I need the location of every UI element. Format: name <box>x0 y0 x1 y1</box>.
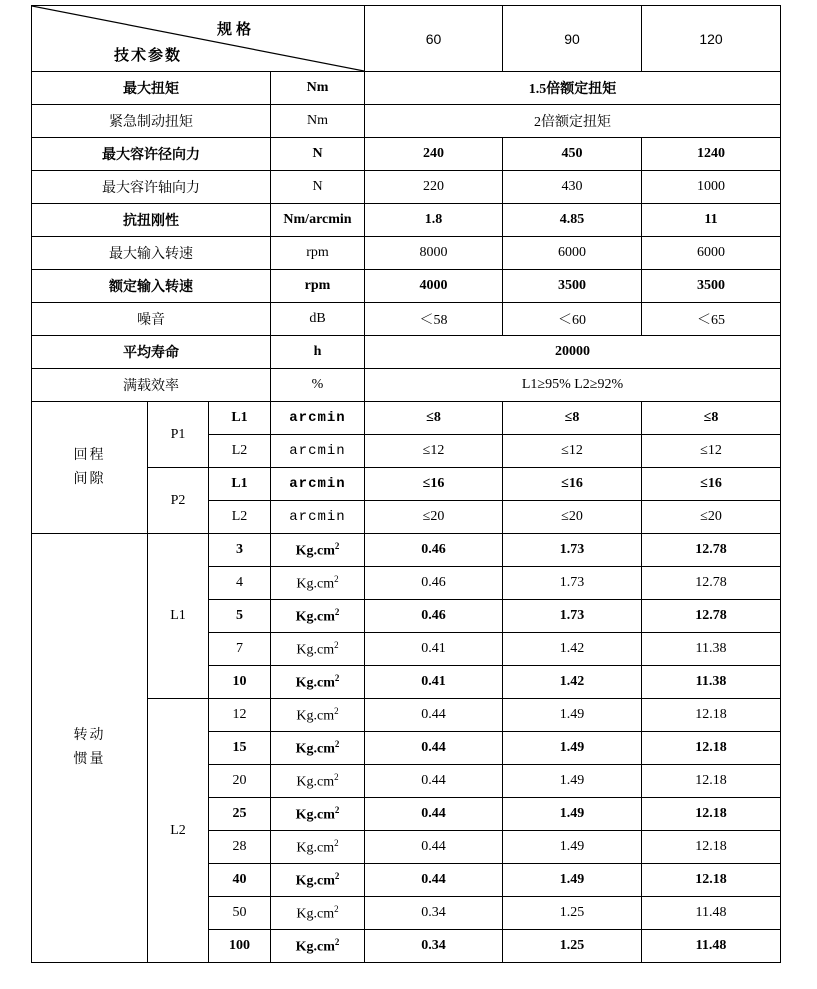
inertia-unit <box>271 534 365 567</box>
inertia-value: 12.78 <box>642 600 781 633</box>
param-name: 平均寿命 <box>32 336 271 369</box>
inertia-unit <box>271 930 365 963</box>
param-value: 1240 <box>642 138 781 171</box>
inertia-unit-base: Kg.cm <box>296 906 335 922</box>
inertia-unit <box>271 699 365 732</box>
param-value: 430 <box>503 171 642 204</box>
inertia-unit-base: Kg.cm <box>295 609 335 625</box>
param-value: ＜60 <box>503 303 642 336</box>
inertia-unit-sup: 2 <box>334 705 339 716</box>
backlash-value: ≤8 <box>503 402 642 435</box>
inertia-value: 1.49 <box>503 798 642 831</box>
table-row <box>32 270 781 303</box>
inertia-unit-sup: 2 <box>334 573 339 584</box>
inertia-unit-sup: 2 <box>334 771 339 782</box>
param-unit: Nm <box>271 105 365 138</box>
inertia-value: 0.44 <box>365 831 503 864</box>
param-value: 240 <box>365 138 503 171</box>
table-row <box>32 105 781 138</box>
inertia-unit-base: Kg.cm <box>295 675 335 691</box>
inertia-value: 1.73 <box>503 534 642 567</box>
inertia-value: 12.18 <box>642 699 781 732</box>
backlash-value: ≤8 <box>365 402 503 435</box>
param-unit: Nm <box>271 72 365 105</box>
inertia-unit <box>271 897 365 930</box>
backlash-value: ≤12 <box>642 435 781 468</box>
param-unit: dB <box>271 303 365 336</box>
param-name: 额定输入转速 <box>32 270 271 303</box>
inertia-value: 0.46 <box>365 600 503 633</box>
inertia-label-line2: 惯量 <box>73 752 106 767</box>
param-value: ＜65 <box>642 303 781 336</box>
inertia-unit <box>271 633 365 666</box>
backlash-label-line1: 回程 <box>73 447 106 463</box>
backlash-value: ≤20 <box>365 501 503 534</box>
param-unit: rpm <box>271 237 365 270</box>
inertia-value: 1.73 <box>503 567 642 600</box>
inertia-unit <box>271 666 365 699</box>
inertia-value: 0.44 <box>365 864 503 897</box>
table-row <box>32 237 781 270</box>
param-unit: N <box>271 171 365 204</box>
inertia-unit-base: Kg.cm <box>296 642 335 658</box>
inertia-ratio: 12 <box>209 699 271 732</box>
backlash-stage: L1 <box>209 468 271 501</box>
inertia-ratio: 40 <box>209 864 271 897</box>
inertia-unit-base: Kg.cm <box>295 939 335 955</box>
param-unit: % <box>271 369 365 402</box>
inertia-label <box>32 534 148 963</box>
backlash-value: ≤20 <box>503 501 642 534</box>
size-header-120: 120 <box>642 6 781 72</box>
inertia-value: 12.18 <box>642 765 781 798</box>
backlash-group-name: P1 <box>148 402 209 468</box>
param-value-merged: 1.5倍额定扭矩 <box>365 72 781 105</box>
inertia-value: 0.41 <box>365 633 503 666</box>
param-unit: h <box>271 336 365 369</box>
backlash-value: ≤16 <box>503 468 642 501</box>
param-value: 8000 <box>365 237 503 270</box>
param-value: 11 <box>642 204 781 237</box>
param-value: 6000 <box>503 237 642 270</box>
param-unit: rpm <box>271 270 365 303</box>
inertia-unit-sup: 2 <box>334 606 340 617</box>
backlash-stage: L2 <box>209 501 271 534</box>
inertia-value: 11.38 <box>642 633 781 666</box>
inertia-ratio: 20 <box>209 765 271 798</box>
inertia-value: 11.48 <box>642 930 781 963</box>
inertia-value: 0.46 <box>365 534 503 567</box>
param-value: 1000 <box>642 171 781 204</box>
inertia-value: 12.18 <box>642 732 781 765</box>
inertia-unit-sup: 2 <box>334 639 339 650</box>
param-name: 最大容许径向力 <box>32 138 271 171</box>
backlash-value: ≤20 <box>642 501 781 534</box>
backlash-stage: L1 <box>209 402 271 435</box>
inertia-unit-base: Kg.cm <box>295 741 335 757</box>
inertia-value: 0.41 <box>365 666 503 699</box>
inertia-value: 0.44 <box>365 699 503 732</box>
inertia-value: 1.25 <box>503 897 642 930</box>
table-row <box>32 369 781 402</box>
param-value: 3500 <box>642 270 781 303</box>
param-name: 满载效率 <box>32 369 271 402</box>
param-value: 4.85 <box>503 204 642 237</box>
inertia-value: 0.34 <box>365 897 503 930</box>
backlash-value: ≤16 <box>642 468 781 501</box>
inertia-unit-base: Kg.cm <box>296 840 335 856</box>
table-row <box>32 402 781 435</box>
inertia-unit <box>271 567 365 600</box>
backlash-label <box>32 402 148 534</box>
backlash-value: ≤12 <box>503 435 642 468</box>
backlash-unit: arcmin <box>271 468 365 501</box>
inertia-ratio: 15 <box>209 732 271 765</box>
inertia-unit-sup: 2 <box>334 672 340 683</box>
inertia-value: 0.44 <box>365 765 503 798</box>
table-row <box>32 303 781 336</box>
backlash-unit: arcmin <box>271 501 365 534</box>
backlash-label-line2: 间隙 <box>73 471 106 487</box>
inertia-unit-base: Kg.cm <box>295 543 335 559</box>
table-row <box>32 138 781 171</box>
inertia-value: 11.48 <box>642 897 781 930</box>
param-value: 6000 <box>642 237 781 270</box>
table-row <box>32 534 781 567</box>
inertia-ratio: 25 <box>209 798 271 831</box>
backlash-unit: arcmin <box>271 402 365 435</box>
size-header-90: 90 <box>503 6 642 72</box>
inertia-unit-base: Kg.cm <box>296 576 335 592</box>
inertia-value: 11.38 <box>642 666 781 699</box>
param-value: 1.8 <box>365 204 503 237</box>
inertia-unit <box>271 732 365 765</box>
inertia-value: 12.18 <box>642 864 781 897</box>
inertia-group-name: L1 <box>148 534 209 699</box>
param-value: 3500 <box>503 270 642 303</box>
inertia-unit-sup: 2 <box>334 804 340 815</box>
inertia-value: 12.78 <box>642 534 781 567</box>
table-row <box>32 204 781 237</box>
inertia-value: 1.25 <box>503 930 642 963</box>
param-value: 220 <box>365 171 503 204</box>
inertia-value: 12.78 <box>642 567 781 600</box>
inertia-unit-sup: 2 <box>334 837 339 848</box>
inertia-value: 0.44 <box>365 732 503 765</box>
inertia-unit-base: Kg.cm <box>296 774 335 790</box>
param-value-merged: L1≥95% L2≥92% <box>365 369 781 402</box>
param-name: 紧急制动扭矩 <box>32 105 271 138</box>
inertia-unit <box>271 864 365 897</box>
inertia-unit <box>271 798 365 831</box>
inertia-unit-sup: 2 <box>334 540 340 551</box>
inertia-value: 1.42 <box>503 666 642 699</box>
table-row <box>32 336 781 369</box>
inertia-ratio: 100 <box>209 930 271 963</box>
param-unit: N <box>271 138 365 171</box>
inertia-value: 1.73 <box>503 600 642 633</box>
inertia-label-line1: 转动 <box>73 728 106 743</box>
backlash-value: ≤12 <box>365 435 503 468</box>
inertia-ratio: 28 <box>209 831 271 864</box>
inertia-ratio: 10 <box>209 666 271 699</box>
spec-label: 规格 <box>217 22 256 38</box>
table-row <box>32 171 781 204</box>
param-value: 4000 <box>365 270 503 303</box>
inertia-unit <box>271 831 365 864</box>
inertia-value: 1.49 <box>503 864 642 897</box>
inertia-ratio: 7 <box>209 633 271 666</box>
inertia-value: 1.42 <box>503 633 642 666</box>
inertia-ratio: 5 <box>209 600 271 633</box>
inertia-value: 1.49 <box>503 699 642 732</box>
inertia-unit-base: Kg.cm <box>295 807 335 823</box>
inertia-unit <box>271 765 365 798</box>
backlash-stage: L2 <box>209 435 271 468</box>
inertia-value: 1.49 <box>503 765 642 798</box>
inertia-ratio: 3 <box>209 534 271 567</box>
header-corner-cell <box>32 6 365 72</box>
inertia-value: 1.49 <box>503 732 642 765</box>
table-row <box>32 6 781 72</box>
inertia-unit-sup: 2 <box>334 903 339 914</box>
param-value: 450 <box>503 138 642 171</box>
diagonal-divider <box>32 6 364 71</box>
param-name: 最大扭矩 <box>32 72 271 105</box>
inertia-unit <box>271 600 365 633</box>
backlash-value: ≤8 <box>642 402 781 435</box>
inertia-value: 0.44 <box>365 798 503 831</box>
inertia-ratio: 50 <box>209 897 271 930</box>
param-label: 技术参数 <box>114 48 183 64</box>
size-header-60: 60 <box>365 6 503 72</box>
inertia-unit-sup: 2 <box>334 738 340 749</box>
param-name: 噪音 <box>32 303 271 336</box>
param-name: 最大容许轴向力 <box>32 171 271 204</box>
inertia-unit-sup: 2 <box>334 936 340 947</box>
inertia-value: 0.46 <box>365 567 503 600</box>
inertia-unit-base: Kg.cm <box>295 873 335 889</box>
inertia-ratio: 4 <box>209 567 271 600</box>
param-unit: Nm/arcmin <box>271 204 365 237</box>
param-value-merged: 20000 <box>365 336 781 369</box>
inertia-unit-sup: 2 <box>334 870 340 881</box>
inertia-value: 12.18 <box>642 798 781 831</box>
param-name: 最大输入转速 <box>32 237 271 270</box>
param-value: ＜58 <box>365 303 503 336</box>
inertia-value: 0.34 <box>365 930 503 963</box>
inertia-value: 1.49 <box>503 831 642 864</box>
param-value-merged: 2倍额定扭矩 <box>365 105 781 138</box>
backlash-value: ≤16 <box>365 468 503 501</box>
inertia-unit-base: Kg.cm <box>296 708 335 724</box>
backlash-group-name: P2 <box>148 468 209 534</box>
backlash-unit: arcmin <box>271 435 365 468</box>
inertia-value: 12.18 <box>642 831 781 864</box>
table-row <box>32 72 781 105</box>
spec-table <box>31 5 781 963</box>
param-name: 抗扭刚性 <box>32 204 271 237</box>
inertia-group-name: L2 <box>148 699 209 963</box>
